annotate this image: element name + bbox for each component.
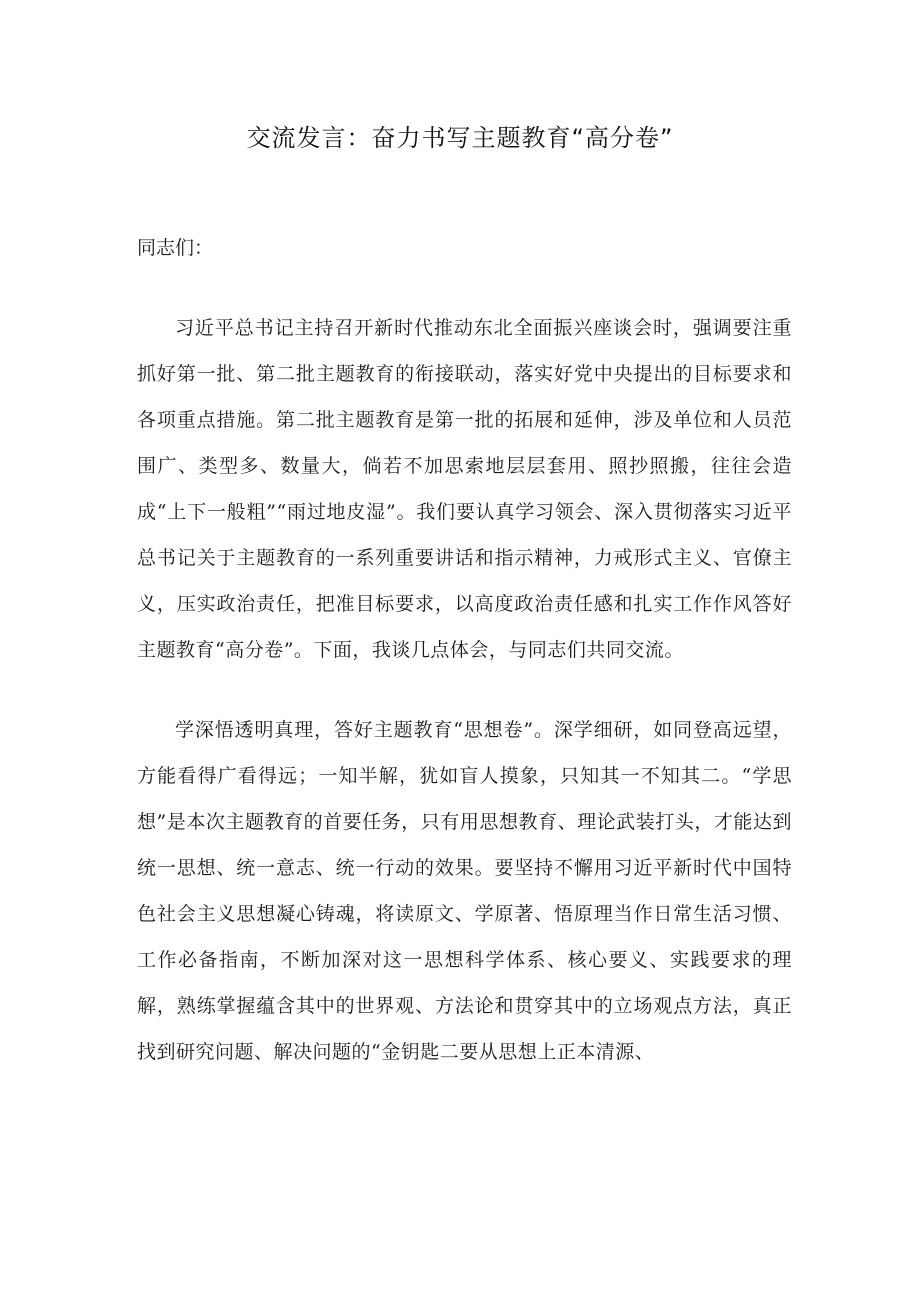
salutation: 同志们：	[137, 237, 214, 259]
document-title: 交流发言：奋力书写主题教育“高分卷”	[246, 124, 674, 152]
document-body	[137, 225, 792, 1109]
paragraph-intro: 习近平总书记主持召开新时代推动东北全面振兴座谈会时，强调要注重抓好第一批、第二批主题教育的衔接联动，落实好党中央提出的目标要求和各项重点措施。第二批主题教育是第一批的拓展和延伸，涉及单位和人员范围广、类型多、数量大，倘若不加思索地层层套用、照抄照搬，往往会造成“上下一般粗”“雨过地皮湿”。我们要认真学习领会、深入贯彻落实习近平总书记关于主题教育的一系列重要讲话和指示精神，力戒形式主义、官僚主义，压实政治责任，把准目标要求，以高度政治责任感和扎实工作作风答好主题教育“高分卷”。下面，我谈几点体会，与同志们共同交流。	[137, 317, 792, 661]
paragraph-thought: 学深悟透明真理，答好主题教育“思想卷”。深学细研，如同登高远望，方能看得广看得远；一知半解，犹如盲人摸象，只知其一不知其二。“学思想”是本次主题教育的首要任务，只有用思想教育、理论武装打头，才能达到统一思想、统一意志、统一行动的效果。要坚持不懈用习近平新时代中国特色社会主义思想凝心铸魂，将读原文、学原著、悟原理当作日常生活习惯、工作必备指南，不断加深对这一思想科学体系、核心要义、实践要求的理解，熟练掌握蕴含其中的世界观、方法论和贯穿其中的立场观点方法，真正找到研究问题、解决问题的“金钥匙二要从思想上正本清源、	[137, 719, 792, 1063]
